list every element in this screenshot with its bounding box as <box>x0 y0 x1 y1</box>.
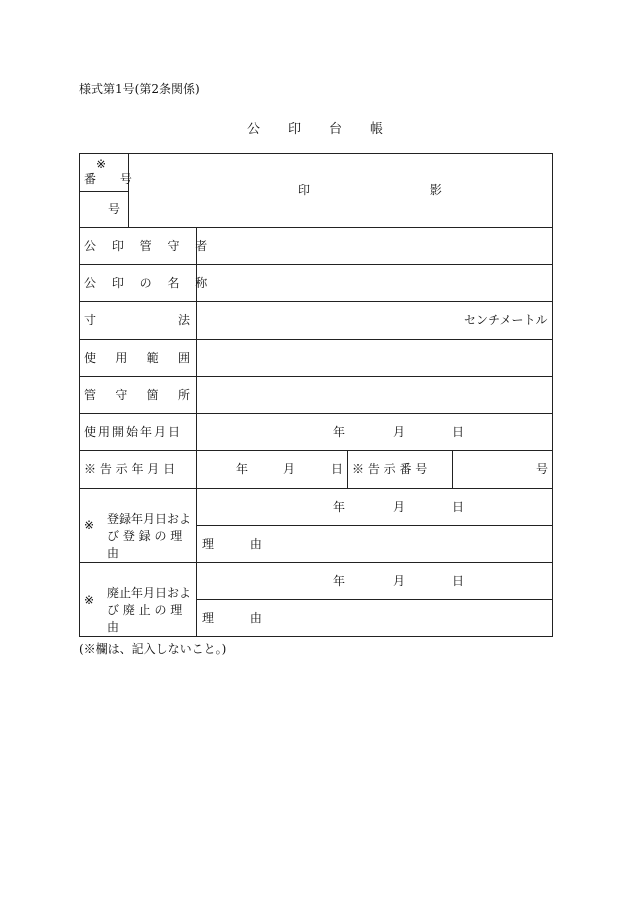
seal-impression-label: 印 影 <box>298 183 500 197</box>
notice-number-unit: 号 <box>536 462 549 476</box>
usage-label-char: 使 <box>84 351 97 365</box>
number-suffix: 号 <box>108 202 121 216</box>
footnote: (※欄は、記入しないこと。) <box>79 642 227 656</box>
custody-place-label-char: 箇 <box>146 388 159 402</box>
usage-label-char: 囲 <box>177 351 190 365</box>
notice-date-label: ※ 告 示 年 月 日 <box>84 462 176 476</box>
registration-label: 登録年月日およ び 登 録 の 理 由 <box>107 512 192 560</box>
abolition-date-month: 月 <box>393 574 406 588</box>
seal-name-label: 公 印 の 名 称 <box>84 276 214 290</box>
custodian-label: 公 印 管 守 者 <box>84 239 214 253</box>
notice-date-day: 日 <box>331 462 344 476</box>
registration-mark: ※ <box>84 518 95 532</box>
notice-date-month: 月 <box>283 462 296 476</box>
document-title: 公印台帳 <box>246 122 411 137</box>
registration-date-day: 日 <box>452 500 465 514</box>
abolition-reason-label: 理 由 <box>202 611 278 625</box>
abolition-mark: ※ <box>84 593 95 607</box>
usage-label-char: 用 <box>115 351 128 365</box>
custody-place-label-char: 守 <box>115 388 128 402</box>
abolition-date-year: 年 <box>333 574 346 588</box>
number-mark: ※ <box>96 157 107 171</box>
form-label: 様式第1号(第2条関係) <box>79 82 200 96</box>
notice-date-year: 年 <box>236 462 249 476</box>
abolition-label: 廃止年月日およ び 廃 止 の 理 由 <box>107 586 192 634</box>
start-date-label: 使用開始年月日 <box>84 425 183 439</box>
size-label-char: 法 <box>177 313 190 327</box>
start-date-year: 年 <box>333 425 346 439</box>
size-unit: センチメートル <box>464 313 548 327</box>
number-label: 番 号 <box>84 172 142 186</box>
usage-label-char: 範 <box>146 351 159 365</box>
notice-number-label: ※ 告 示 番 号 <box>352 462 428 476</box>
registration-date-year: 年 <box>333 500 346 514</box>
usage-label <box>84 351 190 365</box>
size-label <box>84 313 190 327</box>
abolition-date-day: 日 <box>452 574 465 588</box>
start-date-month: 月 <box>393 425 406 439</box>
custody-place-label-char: 管 <box>84 388 97 402</box>
registration-date-month: 月 <box>393 500 406 514</box>
registration-reason-label: 理 由 <box>202 537 278 551</box>
custody-place-label-char: 所 <box>177 388 190 402</box>
size-label-char: 寸 <box>84 313 97 327</box>
custody-place-label <box>84 388 190 402</box>
start-date-day: 日 <box>452 425 465 439</box>
